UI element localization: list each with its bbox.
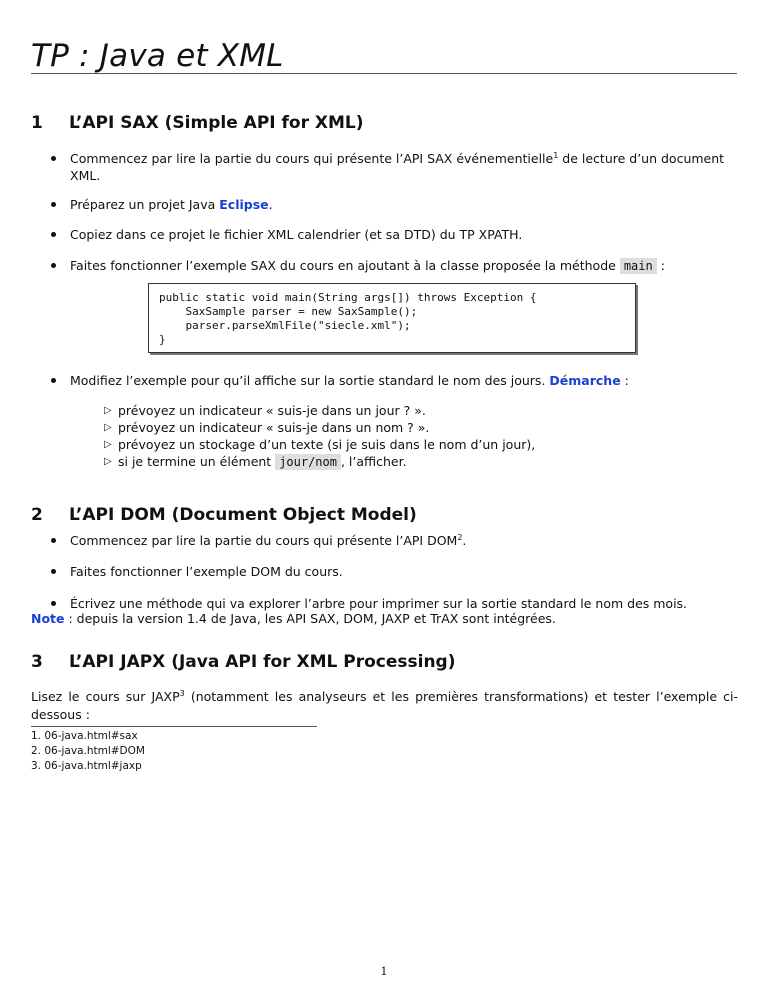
list-item: Commencez par lire la partie du cours qui présente l’API DOM$^2$.	[70, 532, 735, 549]
note-label: Note	[31, 611, 65, 626]
footnote: 2. 06-java.html#DOM	[31, 745, 145, 757]
section-number: 1	[31, 113, 43, 133]
footnote-ref[interactable]: 2	[457, 532, 463, 542]
demarche-link[interactable]: Démarche	[549, 373, 621, 388]
code-line: parser.parseXmlFile("siecle.xml");	[159, 319, 411, 332]
list-item: ▷ prévoyez un indicateur « suis-je dans un nom ? ».	[104, 420, 430, 435]
list-item: Faites fonctionner l’exemple SAX du cours en ajoutant à la classe proposée la méthode main :	[70, 257, 735, 275]
page-title: TP : Java et XML	[31, 38, 284, 74]
section-title: L’API DOM (Document Object Model)	[69, 505, 417, 525]
triangle-bullet-icon: ▷	[104, 422, 112, 433]
steps-list	[104, 402, 738, 471]
section-1-heading	[31, 113, 364, 133]
list-item: Modifiez l’exemple pour qu’il affiche sur la sortie standard le nom des jours. Démarche :	[70, 372, 735, 389]
footnote-ref[interactable]: 1	[553, 150, 559, 160]
list-item: Préparez un projet Java Eclipse.	[70, 196, 735, 213]
section-number: 2	[31, 505, 43, 525]
code-block	[148, 283, 636, 353]
section-number: 3	[31, 652, 43, 672]
section-3-paragraph: Lisez le cours sur JAXP$^3$ (notamment les analyseurs et les premières transformations) et tester l’exemple ci-dessous :	[31, 688, 738, 722]
note-paragraph: Note : depuis la version 1.4 de Java, les API SAX, DOM, JAXP et TrAX sont intégrées.	[31, 611, 556, 626]
code-line: }	[159, 333, 166, 346]
page-number: 1	[380, 965, 388, 978]
list-item: Copiez dans ce projet le fichier XML calendrier (et sa DTD) du TP XPATH.	[70, 226, 735, 243]
title-underline	[31, 73, 737, 74]
footnote-divider	[31, 726, 317, 727]
inline-code: main	[620, 258, 657, 274]
code-line: SaxSample parser = new SaxSample();	[159, 305, 418, 318]
list-item: Écrivez une méthode qui va explorer l’arbre pour imprimer sur la sortie standard le nom des mois.	[70, 595, 735, 612]
list-item: Commencez par lire la partie du cours qui présente l’API SAX événementielle$^1$ de lecture d’un document XML.	[70, 150, 735, 184]
footnote: 1. 06-java.html#sax	[31, 730, 138, 742]
list-item: Faites fonctionner l’exemple DOM du cours.	[70, 563, 735, 580]
list-item: ▷ prévoyez un indicateur « suis-je dans un jour ? ».	[104, 403, 426, 418]
triangle-bullet-icon: ▷	[104, 405, 112, 416]
section-1-bullet-list	[70, 150, 735, 275]
footnote-ref[interactable]: 3	[179, 688, 185, 698]
section-title: L’API JAPX (Java API for XML Processing)	[69, 652, 456, 672]
inline-code: jour/nom	[275, 454, 341, 470]
code-line: public static void main(String args[]) throws Exception {	[159, 291, 537, 304]
eclipse-link[interactable]: Eclipse	[219, 197, 269, 212]
section-1-bullet-list-2	[70, 372, 735, 389]
section-2-bullet-list	[70, 532, 735, 612]
footnote: 3. 06-java.html#jaxp	[31, 760, 142, 772]
list-item: ▷ si je termine un élément jour/nom , l’afficher.	[104, 454, 407, 469]
footnotes-list	[31, 729, 145, 774]
section-3-heading	[31, 652, 456, 672]
section-title: L’API SAX (Simple API for XML)	[69, 113, 364, 133]
triangle-bullet-icon: ▷	[104, 439, 112, 450]
list-item: ▷ prévoyez un stockage d’un texte (si je suis dans le nom d’un jour),	[104, 437, 536, 452]
section-2-heading	[31, 505, 417, 525]
triangle-bullet-icon: ▷	[104, 456, 112, 467]
